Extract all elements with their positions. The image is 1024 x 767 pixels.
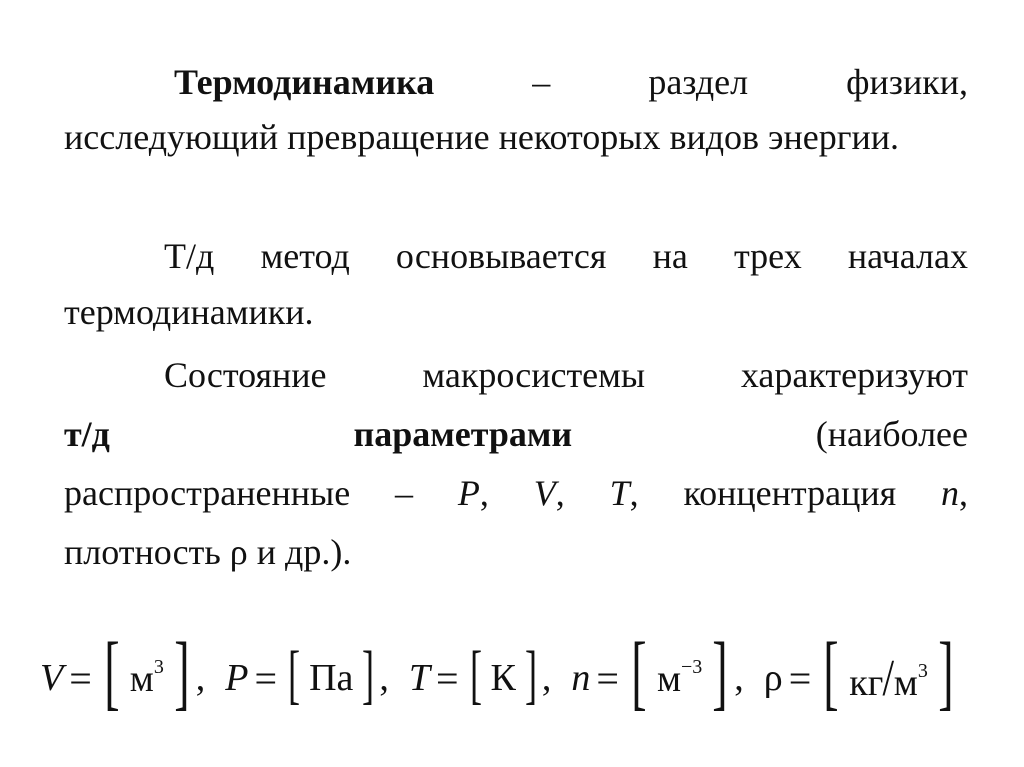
paragraph-method bbox=[64, 228, 968, 340]
units-formula-row bbox=[40, 628, 960, 728]
paragraph-line: Термодинамика – раздел физики, bbox=[174, 62, 968, 102]
term-parameters: параметрами bbox=[353, 414, 573, 454]
formula-density: ρ = [ $кг/м^3$ ] bbox=[763, 626, 954, 719]
paragraph-line: распространенные – P, V, T, концентрация n, bbox=[64, 473, 969, 513]
formula-concentration: n = [ $м^{-3}$ ] , bbox=[571, 626, 744, 719]
formula-volume: V = [ $м^3$ ] , bbox=[40, 626, 206, 719]
paragraph-body: Т/д метод основывается на трех началах термодинамики. bbox=[64, 236, 968, 332]
paragraph-definition bbox=[64, 55, 968, 165]
paragraph-parameters bbox=[64, 346, 968, 582]
term-thermodynamics: Термодинамика bbox=[174, 62, 435, 102]
formula-pressure: P = [ Па ] , bbox=[225, 638, 389, 711]
symbol-n: n bbox=[941, 473, 960, 513]
paragraph-body: исследующий превращение некоторых видов энергии. bbox=[64, 117, 900, 157]
symbol-p: P bbox=[457, 473, 480, 513]
paragraph-line: плотность ρ и др.). bbox=[64, 532, 352, 572]
paragraph-line: Состояние макросистемы характеризуют bbox=[164, 355, 968, 395]
symbol-t: T bbox=[609, 473, 630, 513]
symbol-v: V bbox=[533, 473, 556, 513]
formula-temperature: T = [ К ] , bbox=[408, 638, 552, 711]
paragraph-line: т/д параметрами (наиболее bbox=[64, 414, 968, 454]
td-abbr: т/д bbox=[64, 414, 110, 454]
